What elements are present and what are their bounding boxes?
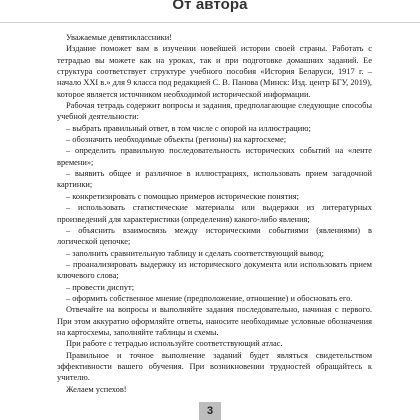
list-item: – конкретизировать с помощью примеров исторические понятия; [66,191,299,201]
list-item: – использовать статистические материалы или выдержки из литературных произведений для характеристики (определения) какого-либо явления; [57,203,372,224]
body-text [57,32,372,395]
instructions-paragraph: Отвечайте на вопросы и выполняйте задания последовательно, начиная с первого. При этом аккуратно оформляйте ответы, наносите необходимые условные обозначения на картосхемы, заполняйте таблицы и схемы. [57,305,372,337]
list-item: – заполнить сравнительную таблицу и сделать соответствующий вывод; [66,248,324,258]
list-item: – провести диспут; [66,282,135,292]
greeting: Уважаемые девятиклассники! [66,33,173,42]
list-item: – объяснить взаимосвязь между историческими событиями (явлениями) в логической цепочке; [57,225,372,247]
effectiveness-paragraph: Правильное и точное выполнение заданий будет являться свидетельством эффективности вашего обучения. При возникновении трудностей обращайтесь к учителю. [57,350,372,383]
list-item: – определить правильную последовательность исторических событий на «ленте времени»; [57,146,372,167]
list-item: – оформить собственное мнение (предположение, отношение) и обосновать его. [66,293,353,303]
page-header [0,0,420,23]
page-number: 3 [199,402,221,420]
atlas-paragraph: При работе с тетрадью используйте соответствующий атлас. [66,339,283,349]
intro-paragraph: Издание поможет вам в изучении новейшей истории своей страны. Работать с тетрадью вы можете как на уроках, так и при подготовке домашних заданий. Ее структура соответствует структуре учебного пособия «История Беларуси, 1917 г. – начало XXI в.» для 9 класса под редакцией С. В. Панова (Минск: Изд. центр БГУ, 2019), которое является источником необходимой исторической информации. [57,44,372,99]
closing-wish: Желаем успехов! [66,384,127,394]
list-item: – проанализировать выдержку из исторического документа или использовать прием ключевого слова; [57,259,372,281]
list-item: – выбрать правильный ответ, в том числе с опорой на иллюстрацию; [66,123,311,133]
activities-intro: Рабочая тетрадь содержит вопросы и задания, предполагающие следующие способы учебной деятельности: [57,101,372,122]
list-item: – обозначить необходимые объекты (регионы) на картосхеме; [66,135,287,145]
list-item: – выявить общее и различное в иллюстрациях, использовать прием загадочной картинки; [57,169,372,190]
page-title: От автора [172,0,248,13]
